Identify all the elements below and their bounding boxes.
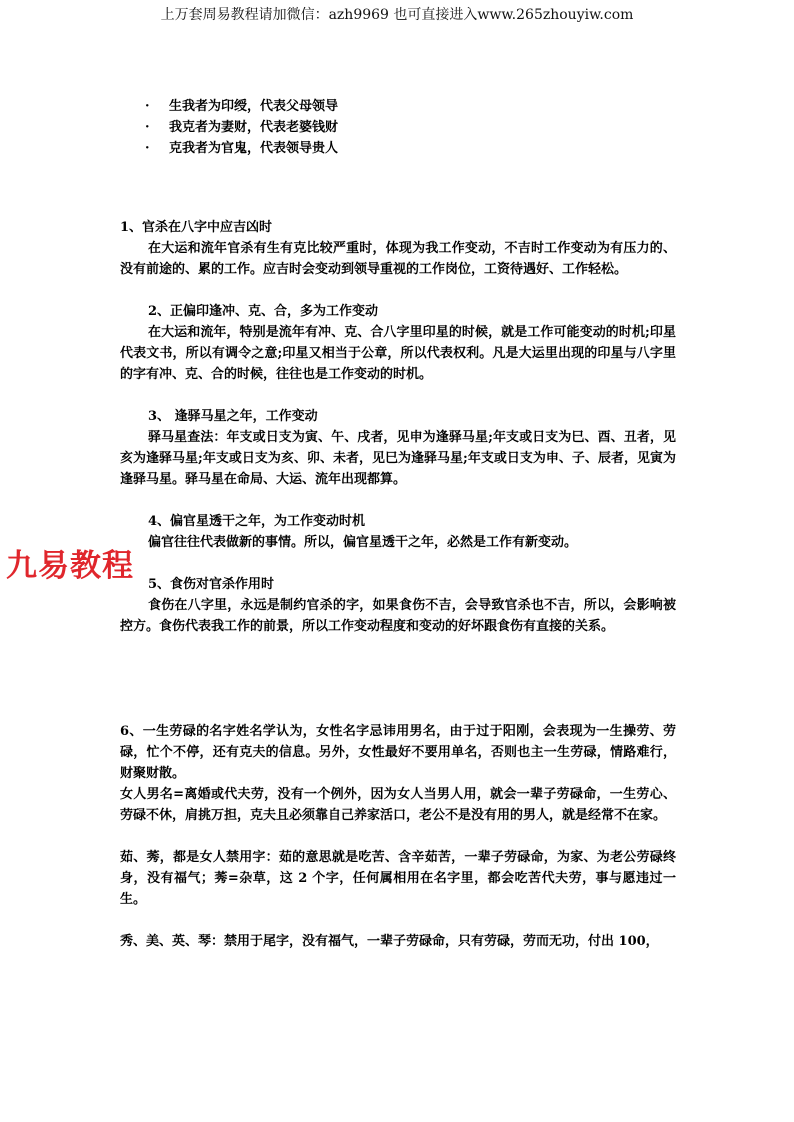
bullet-text: 生我者为印绶，代表父母领导 (169, 99, 339, 114)
section-body: 在大运和流年官杀有生有克比较严重时，体现为我工作变动，不吉时工作变动为有压力的、没有前途的、累的工作。应吉时会变动到领导重视的工作岗位，工资待遇好、工作轻松。 (120, 241, 676, 277)
paragraph: 6、一生劳碌的名字姓名学认为，女性名字忌讳用男名，由于过于阳刚，会表现为一生操劳、劳碌，忙个不停，还有克夫的信息。另外，女性最好不要用单名，否则也主一生劳碌，情路难行，财聚财散。 (120, 724, 676, 781)
bullet-dot: · (145, 141, 150, 156)
bullet-text: 克我者为官鬼，代表领导贵人 (169, 141, 339, 156)
section-title: 1、官杀在八字中应吉凶时 (120, 220, 273, 235)
page-header: 上万套周易教程请加微信：azh9969 也可直接进入www.265zhouyiw.com (160, 7, 634, 23)
paragraph: 茹、莠，都是女人禁用字：茹的意思就是吃苦、含辛茹苦，一辈子劳碌命，为家、为老公劳碌终身，没有福气；莠=杂草，这 2 个字，任何属相用在名字里，都会吃苦代夫劳，事与愿违过一生。 (120, 850, 676, 907)
section-body: 驿马星查法：年支或日支为寅、午、戌者，见申为逢驿马星;年支或日支为巳、酉、丑者，见亥为逢驿马星;年支或日支为亥、卯、未者，见巳为逢驿马星;年支或日支为申、子、辰者，见寅为逢驿马星。驿马星在命局、大运、流年出现都算。 (120, 430, 676, 487)
bullet-dot: · (145, 99, 150, 114)
section-title: 4、偏官星透干之年，为工作变动时机 (148, 514, 366, 529)
paragraph: 秀、美、英、琴：禁用于尾字，没有福气，一辈子劳碌命，只有劳碌，劳而无功，付出 100， (120, 934, 659, 949)
section-title: 3、 逢驿马星之年，工作变动 (148, 409, 318, 424)
paragraph: 女人男名=离婚或代夫劳，没有一个例外，因为女人当男人用，就会一辈子劳碌命，一生劳心、劳碌不休，肩挑万担，克夫且必须靠自己养家活口，老公不是没有用的男人，就是经常不在家。 (120, 787, 676, 823)
section-body: 在大运和流年，特别是流年有冲、克、合八字里印星的时候，就是工作可能变动的时机;印星代表文书，所以有调令之意;印星又相当于公章，所以代表权利。凡是大运里出现的印星与八字里的字有冲、克、合的时候，往往也是工作变动的时机。 (120, 325, 676, 382)
bullet-dot: · (145, 120, 150, 135)
list-item (145, 117, 338, 138)
bullet-list (145, 96, 338, 159)
section-body: 偏官往往代表做新的事情。所以，偏官星透干之年，必然是工作有新变动。 (148, 535, 578, 550)
list-item (145, 138, 338, 159)
bullet-text: 我克者为妻财，代表老婆钱财 (169, 120, 339, 135)
document-body (120, 217, 676, 952)
section-body: 食伤在八字里，永远是制约官杀的字，如果食伤不吉，会导致官杀也不吉，所以，会影响被控方。食伤代表我工作的前景，所以工作变动程度和变动的好坏跟食伤有直接的关系。 (120, 598, 676, 634)
section-title: 2、正偏印逢冲、克、合，多为工作变动 (148, 304, 379, 319)
section-title: 5、食伤对官杀作用时 (148, 577, 275, 592)
watermark-logo: 九易教程 (6, 548, 134, 584)
list-item (145, 96, 338, 117)
